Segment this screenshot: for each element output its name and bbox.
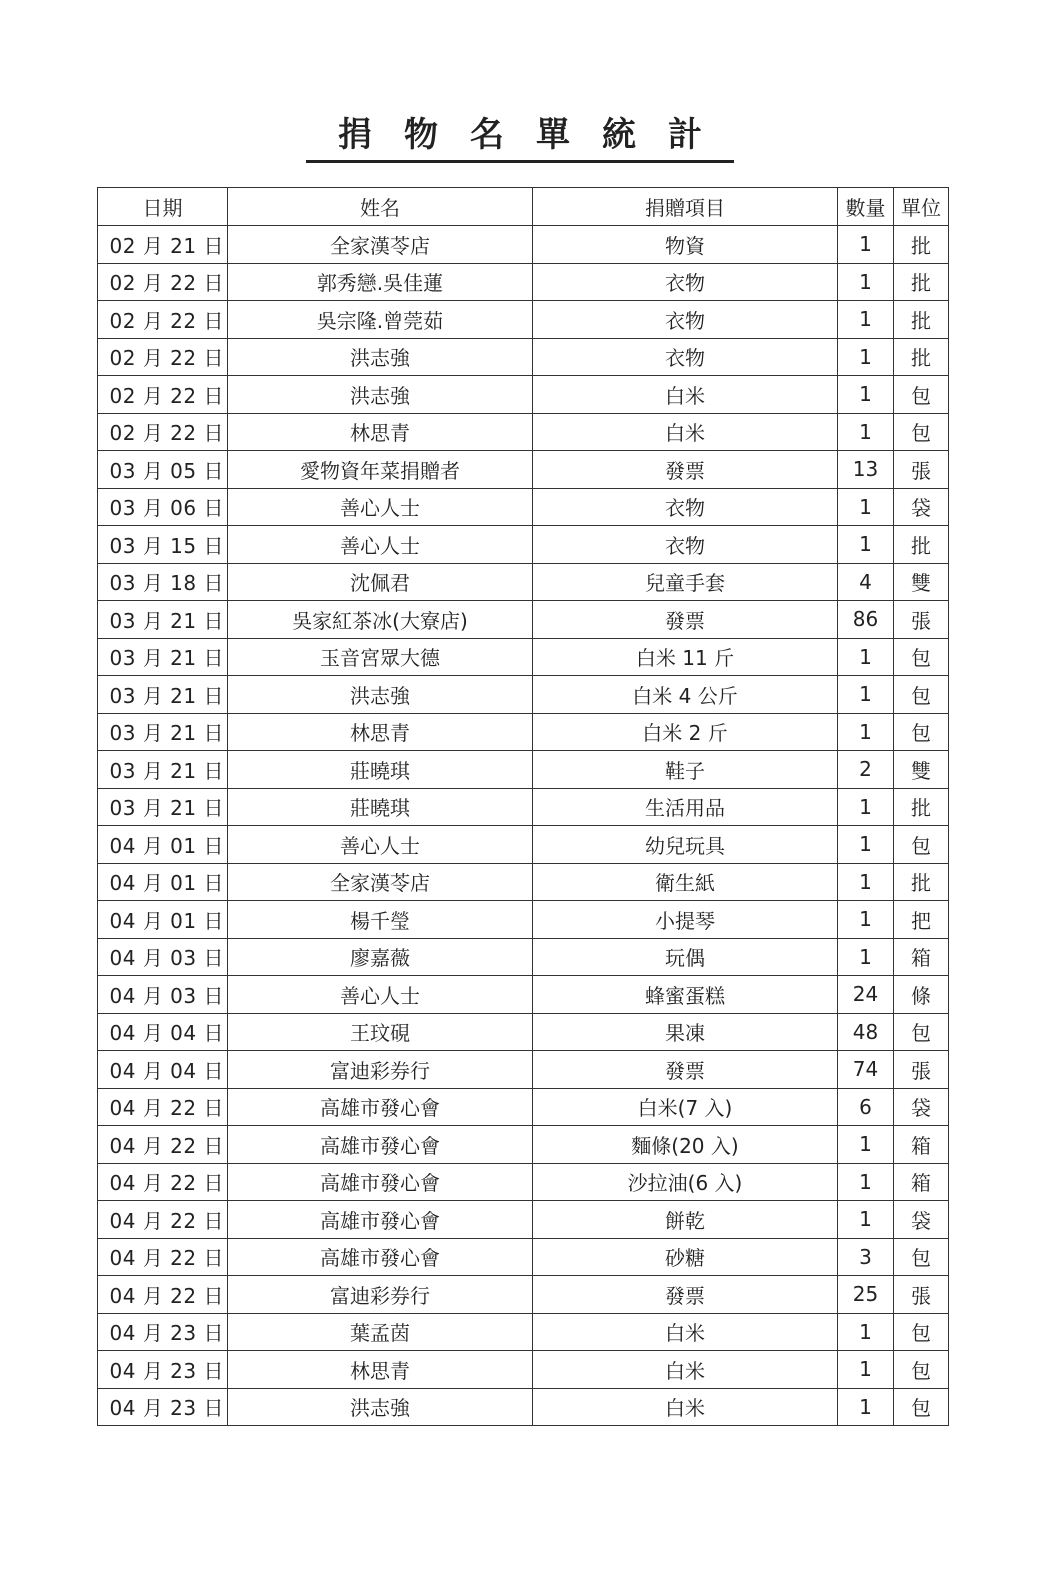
cell-item: 發票 <box>533 1051 838 1089</box>
cell-date: 04 月 22 日 <box>98 1163 228 1201</box>
cell-unit: 包 <box>894 1013 949 1051</box>
table-row <box>98 376 949 414</box>
cell-name: 吳家紅茶冰(大寮店) <box>228 601 533 639</box>
header-unit: 單位 <box>894 188 949 226</box>
cell-name: 高雄市發心會 <box>228 1088 533 1126</box>
cell-unit: 包 <box>894 376 949 414</box>
cell-item: 發票 <box>533 451 838 489</box>
cell-qty: 1 <box>838 263 894 301</box>
cell-qty: 3 <box>838 1238 894 1276</box>
cell-name: 愛物資年菜捐贈者 <box>228 451 533 489</box>
cell-unit: 包 <box>894 413 949 451</box>
cell-name: 玉音宮眾大德 <box>228 638 533 676</box>
cell-date: 02 月 22 日 <box>98 301 228 339</box>
cell-qty: 1 <box>838 526 894 564</box>
table-row <box>98 226 949 264</box>
cell-date: 04 月 01 日 <box>98 826 228 864</box>
cell-qty: 1 <box>838 1201 894 1239</box>
cell-qty: 1 <box>838 826 894 864</box>
cell-item: 鞋子 <box>533 751 838 789</box>
cell-item: 麵條(20 入) <box>533 1126 838 1164</box>
cell-date: 04 月 23 日 <box>98 1313 228 1351</box>
cell-date: 04 月 23 日 <box>98 1351 228 1389</box>
table-row <box>98 638 949 676</box>
cell-item: 砂糖 <box>533 1238 838 1276</box>
cell-date: 03 月 06 日 <box>98 488 228 526</box>
cell-unit: 箱 <box>894 1126 949 1164</box>
cell-qty: 86 <box>838 601 894 639</box>
header-name: 姓名 <box>228 188 533 226</box>
table-row <box>98 563 949 601</box>
cell-qty: 1 <box>838 901 894 939</box>
header-qty: 數量 <box>838 188 894 226</box>
table-row <box>98 338 949 376</box>
cell-qty: 1 <box>838 863 894 901</box>
table-row <box>98 788 949 826</box>
cell-unit: 條 <box>894 976 949 1014</box>
cell-date: 03 月 21 日 <box>98 601 228 639</box>
cell-date: 03 月 21 日 <box>98 751 228 789</box>
cell-name: 楊千瑩 <box>228 901 533 939</box>
table-body <box>98 226 949 1426</box>
cell-date: 04 月 22 日 <box>98 1126 228 1164</box>
cell-qty: 1 <box>838 301 894 339</box>
table-row <box>98 488 949 526</box>
cell-qty: 24 <box>838 976 894 1014</box>
cell-item: 衣物 <box>533 338 838 376</box>
header-item: 捐贈項目 <box>533 188 838 226</box>
header-date: 日期 <box>98 188 228 226</box>
table-header-row <box>98 188 949 226</box>
table-row <box>98 1088 949 1126</box>
cell-name: 莊曉琪 <box>228 751 533 789</box>
cell-item: 物資 <box>533 226 838 264</box>
table-row <box>98 1388 949 1426</box>
cell-date: 04 月 03 日 <box>98 976 228 1014</box>
table-row <box>98 976 949 1014</box>
cell-name: 葉孟茵 <box>228 1313 533 1351</box>
cell-unit: 批 <box>894 263 949 301</box>
table-row <box>98 901 949 939</box>
cell-date: 02 月 22 日 <box>98 413 228 451</box>
cell-qty: 1 <box>838 788 894 826</box>
cell-item: 白米 <box>533 1351 838 1389</box>
cell-unit: 包 <box>894 676 949 714</box>
table-row <box>98 1238 949 1276</box>
cell-item: 幼兒玩具 <box>533 826 838 864</box>
table-row <box>98 713 949 751</box>
table-row <box>98 526 949 564</box>
cell-unit: 批 <box>894 226 949 264</box>
cell-name: 林思青 <box>228 1351 533 1389</box>
cell-date: 03 月 05 日 <box>98 451 228 489</box>
cell-item: 白米 <box>533 1388 838 1426</box>
cell-qty: 1 <box>838 676 894 714</box>
cell-qty: 1 <box>838 938 894 976</box>
cell-qty: 1 <box>838 1388 894 1426</box>
cell-name: 林思青 <box>228 713 533 751</box>
cell-qty: 1 <box>838 338 894 376</box>
cell-unit: 把 <box>894 901 949 939</box>
cell-date: 03 月 21 日 <box>98 676 228 714</box>
table-row <box>98 1126 949 1164</box>
cell-name: 郭秀戀.吳佳蓮 <box>228 263 533 301</box>
cell-unit: 包 <box>894 1388 949 1426</box>
cell-item: 衣物 <box>533 488 838 526</box>
cell-unit: 張 <box>894 451 949 489</box>
cell-unit: 張 <box>894 1276 949 1314</box>
cell-unit: 批 <box>894 526 949 564</box>
cell-qty: 6 <box>838 1088 894 1126</box>
cell-qty: 1 <box>838 713 894 751</box>
cell-unit: 張 <box>894 1051 949 1089</box>
cell-date: 02 月 21 日 <box>98 226 228 264</box>
cell-unit: 張 <box>894 601 949 639</box>
cell-name: 善心人士 <box>228 526 533 564</box>
cell-date: 04 月 04 日 <box>98 1013 228 1051</box>
cell-name: 高雄市發心會 <box>228 1201 533 1239</box>
table-row <box>98 601 949 639</box>
cell-qty: 1 <box>838 1351 894 1389</box>
cell-qty: 1 <box>838 226 894 264</box>
cell-unit: 箱 <box>894 1163 949 1201</box>
cell-item: 衛生紙 <box>533 863 838 901</box>
cell-qty: 13 <box>838 451 894 489</box>
cell-name: 全家漢苓店 <box>228 863 533 901</box>
cell-item: 小提琴 <box>533 901 838 939</box>
table-row <box>98 1313 949 1351</box>
cell-qty: 2 <box>838 751 894 789</box>
cell-name: 吳宗隆.曾莞茹 <box>228 301 533 339</box>
table-row <box>98 1051 949 1089</box>
cell-unit: 袋 <box>894 1201 949 1239</box>
cell-date: 04 月 23 日 <box>98 1388 228 1426</box>
cell-item: 白米 <box>533 376 838 414</box>
cell-unit: 批 <box>894 338 949 376</box>
cell-unit: 批 <box>894 788 949 826</box>
cell-date: 04 月 01 日 <box>98 901 228 939</box>
cell-name: 洪志強 <box>228 376 533 414</box>
cell-date: 02 月 22 日 <box>98 376 228 414</box>
cell-item: 發票 <box>533 601 838 639</box>
cell-date: 03 月 18 日 <box>98 563 228 601</box>
table-row <box>98 451 949 489</box>
cell-date: 04 月 22 日 <box>98 1238 228 1276</box>
cell-qty: 1 <box>838 413 894 451</box>
cell-name: 洪志強 <box>228 338 533 376</box>
cell-name: 廖嘉薇 <box>228 938 533 976</box>
cell-item: 果凍 <box>533 1013 838 1051</box>
cell-qty: 1 <box>838 1313 894 1351</box>
cell-item: 白米 <box>533 413 838 451</box>
cell-item: 白米 11 斤 <box>533 638 838 676</box>
cell-item: 衣物 <box>533 301 838 339</box>
cell-item: 白米 4 公斤 <box>533 676 838 714</box>
cell-unit: 包 <box>894 826 949 864</box>
cell-unit: 包 <box>894 638 949 676</box>
cell-item: 白米 <box>533 1313 838 1351</box>
cell-item: 衣物 <box>533 263 838 301</box>
cell-date: 04 月 22 日 <box>98 1276 228 1314</box>
cell-unit: 批 <box>894 863 949 901</box>
cell-unit: 袋 <box>894 1088 949 1126</box>
table-row <box>98 1013 949 1051</box>
cell-name: 洪志強 <box>228 1388 533 1426</box>
cell-name: 富迪彩券行 <box>228 1051 533 1089</box>
cell-name: 善心人士 <box>228 488 533 526</box>
cell-date: 04 月 03 日 <box>98 938 228 976</box>
table-row <box>98 1163 949 1201</box>
cell-name: 高雄市發心會 <box>228 1163 533 1201</box>
cell-name: 全家漢苓店 <box>228 226 533 264</box>
cell-name: 善心人士 <box>228 976 533 1014</box>
cell-name: 高雄市發心會 <box>228 1238 533 1276</box>
table-row <box>98 413 949 451</box>
table-row <box>98 1276 949 1314</box>
cell-qty: 1 <box>838 1163 894 1201</box>
cell-qty: 25 <box>838 1276 894 1314</box>
cell-name: 林思青 <box>228 413 533 451</box>
cell-unit: 包 <box>894 1313 949 1351</box>
cell-name: 王玟硯 <box>228 1013 533 1051</box>
cell-qty: 48 <box>838 1013 894 1051</box>
cell-unit: 雙 <box>894 563 949 601</box>
table-row <box>98 1351 949 1389</box>
cell-item: 白米(7 入) <box>533 1088 838 1126</box>
page-title-text: 捐物名單統計 <box>306 112 734 163</box>
cell-item: 生活用品 <box>533 788 838 826</box>
cell-unit: 雙 <box>894 751 949 789</box>
cell-name: 洪志強 <box>228 676 533 714</box>
cell-item: 衣物 <box>533 526 838 564</box>
table-row <box>98 938 949 976</box>
cell-date: 02 月 22 日 <box>98 263 228 301</box>
cell-item: 兒童手套 <box>533 563 838 601</box>
cell-name: 善心人士 <box>228 826 533 864</box>
cell-date: 03 月 15 日 <box>98 526 228 564</box>
cell-unit: 包 <box>894 1238 949 1276</box>
cell-date: 04 月 22 日 <box>98 1088 228 1126</box>
cell-item: 沙拉油(6 入) <box>533 1163 838 1201</box>
table-row <box>98 263 949 301</box>
cell-date: 04 月 04 日 <box>98 1051 228 1089</box>
page-title <box>0 112 1040 163</box>
cell-item: 蜂蜜蛋糕 <box>533 976 838 1014</box>
cell-name: 富迪彩券行 <box>228 1276 533 1314</box>
cell-item: 餅乾 <box>533 1201 838 1239</box>
cell-qty: 1 <box>838 376 894 414</box>
table-row <box>98 826 949 864</box>
cell-unit: 包 <box>894 1351 949 1389</box>
cell-qty: 74 <box>838 1051 894 1089</box>
donation-table <box>97 187 949 1426</box>
cell-unit: 批 <box>894 301 949 339</box>
cell-date: 03 月 21 日 <box>98 788 228 826</box>
cell-item: 白米 2 斤 <box>533 713 838 751</box>
cell-qty: 4 <box>838 563 894 601</box>
cell-date: 02 月 22 日 <box>98 338 228 376</box>
table-row <box>98 1201 949 1239</box>
table-row <box>98 301 949 339</box>
cell-item: 玩偶 <box>533 938 838 976</box>
cell-unit: 箱 <box>894 938 949 976</box>
cell-date: 04 月 22 日 <box>98 1201 228 1239</box>
cell-name: 莊曉琪 <box>228 788 533 826</box>
cell-name: 沈佩君 <box>228 563 533 601</box>
table-row <box>98 676 949 714</box>
cell-date: 04 月 01 日 <box>98 863 228 901</box>
cell-unit: 袋 <box>894 488 949 526</box>
cell-date: 03 月 21 日 <box>98 713 228 751</box>
cell-date: 03 月 21 日 <box>98 638 228 676</box>
cell-qty: 1 <box>838 1126 894 1164</box>
table-row <box>98 863 949 901</box>
cell-item: 發票 <box>533 1276 838 1314</box>
cell-unit: 包 <box>894 713 949 751</box>
cell-qty: 1 <box>838 488 894 526</box>
table-row <box>98 751 949 789</box>
cell-name: 高雄市發心會 <box>228 1126 533 1164</box>
cell-qty: 1 <box>838 638 894 676</box>
